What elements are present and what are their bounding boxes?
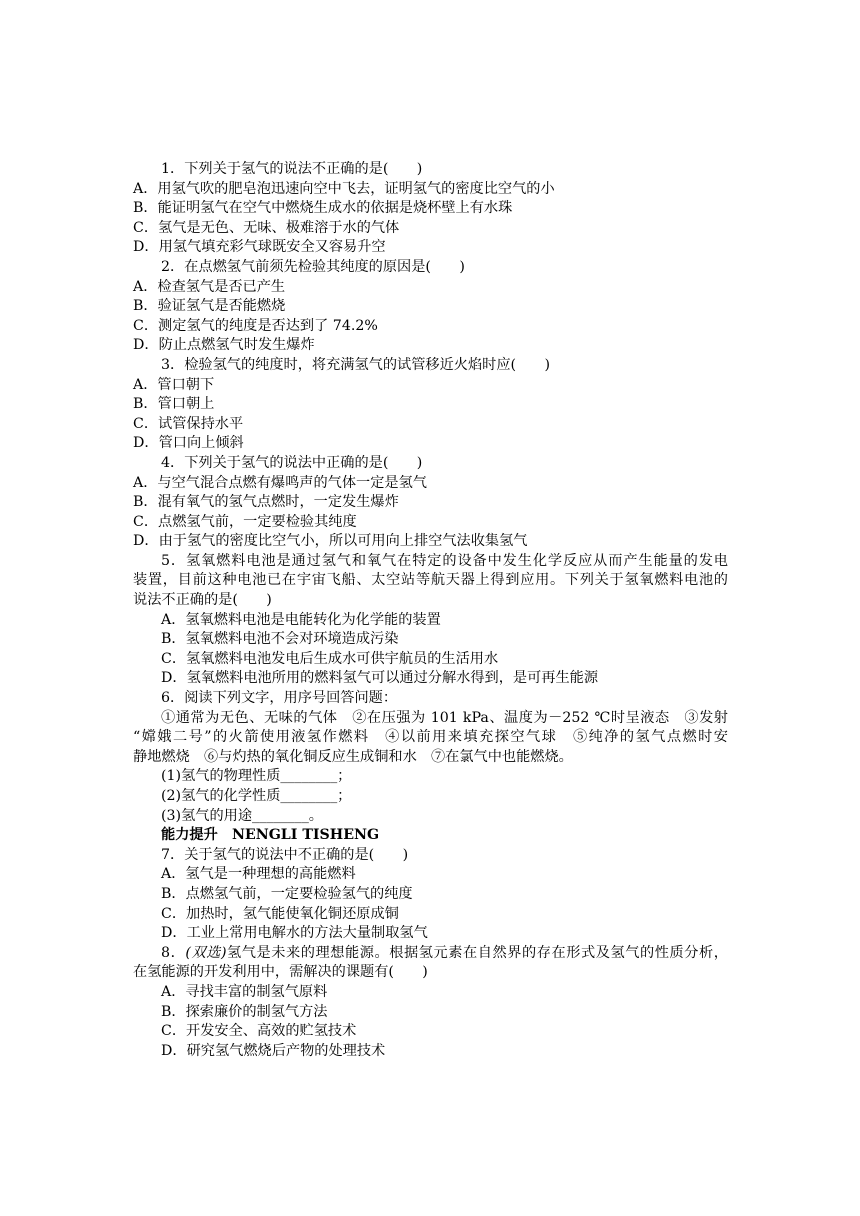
q3-option-d: D．管口向上倾斜 [133, 435, 244, 452]
q3-option-c: C．试管保持水平 [133, 415, 244, 432]
q4-option-b: B．混有氧气的氢气点燃时，一定发生爆炸 [133, 494, 399, 511]
q6-sub-3: (3)氢气的用途________。 [161, 807, 323, 824]
q8-number: 8． [161, 944, 186, 961]
q8-tag: (双选) [185, 944, 227, 961]
question-6-stem: 6．阅读下列文字，用序号回答问题： [161, 690, 398, 707]
q4-option-a: A．与空气混合点燃有爆鸣声的气体一定是氢气 [133, 474, 427, 491]
q1-option-a: A．用氢气吹的肥皂泡迅速向空中飞去，证明氢气的密度比空气的小 [133, 180, 555, 197]
q5-option-d: D．氢氧燃料电池所用的燃料氢气可以通过分解水得到，是可再生能源 [161, 670, 599, 687]
question-8-stem-line-1 [133, 944, 728, 964]
question-5-stem-line-2: 装置，目前这种电池已在宇宙飞船、太空站等航天器上得到应用。下列关于氢氧燃料电池的 [133, 572, 728, 589]
question-5-stem-line-3: 说法不正确的是( ) [133, 592, 272, 609]
q4-option-c: C．点燃氢气前，一定要检验其纯度 [133, 513, 357, 530]
q8-option-a: A．寻找丰富的制氢气原料 [161, 983, 328, 1000]
q8-stem-line-1-text: 氢气是未来的理想能源。根据氢元素在自然界的存在形式及氢气的性质分析， [226, 944, 728, 961]
q7-option-d: D．工业上常用电解水的方法大量制取氢气 [161, 925, 428, 942]
q7-option-c: C．加热时，氢气能使氧化铜还原成铜 [161, 905, 399, 922]
q6-sub-2: (2)氢气的化学性质________； [161, 788, 352, 804]
exercise-content [133, 160, 728, 1061]
question-6-text-line-2: “嫦娥二号”的火箭使用液氢作燃料 ④以前用来填充探空气球 ⑤纯净的氢气点燃时安 [133, 729, 728, 746]
q5-option-c: C．氢氧燃料电池发电后生成水可供宇航员的生活用水 [161, 650, 499, 667]
q2-option-c: C．测定氢气的纯度是否达到了 74.2% [133, 317, 378, 334]
question-2-stem: 2．在点燃氢气前须先检验其纯度的原因是( ) [161, 258, 465, 275]
q5-option-b: B．氢氧燃料电池不会对环境造成污染 [161, 631, 399, 648]
q2-option-b: B．验证氢气是否能燃烧 [133, 298, 286, 315]
question-6-text-line-3: 静地燃烧 ⑥与灼热的氧化铜反应生成铜和水 ⑦在氯气中也能燃烧。 [133, 748, 573, 765]
q7-option-b: B．点燃氢气前，一定要检验氢气的纯度 [161, 885, 413, 902]
q3-option-a: A．管口朝下 [133, 376, 215, 393]
q4-option-d: D．由于氢气的密度比空气小，所以可用向上排空气法收集氢气 [133, 533, 528, 550]
question-7-stem: 7．关于氢气的说法中不正确的是( ) [161, 846, 409, 863]
question-6-text-line-1: ①通常为无色、无味的气体 ②在压强为 101 kPa、温度为－252 ℃时呈液态 ③发射 [161, 709, 728, 726]
section-heading: 能力提升 NENGLI TISHENG [161, 827, 380, 844]
q8-option-d: D．研究氢气燃烧后产物的处理技术 [161, 1042, 386, 1059]
q2-option-a: A．检查氢气是否已产生 [133, 278, 286, 295]
q6-sub-1: (1)氢气的物理性质________； [161, 768, 352, 785]
question-5-stem-line-1: 5．氢氧燃料电池是通过氢气和氧气在特定的设备中发生化学反应从而产生能量的发电 [161, 552, 728, 569]
question-8-stem-line-2: 在氢能源的开发利用中，需解决的课题有( ) [133, 964, 428, 981]
q7-option-a: A．氢气是一种理想的高能燃料 [161, 866, 356, 883]
question-1-stem: 1．下列关于氢气的说法不正确的是( ) [161, 161, 423, 177]
question-3-stem: 3．检验氢气的纯度时，将充满氢气的试管移近火焰时应( ) [161, 356, 550, 373]
q1-option-d: D．用氢气填充彩气球既安全又容易升空 [133, 239, 386, 256]
q1-option-c: C．氢气是无色、无味、极难溶于水的气体 [133, 219, 400, 236]
q2-option-d: D．防止点燃氢气时发生爆炸 [133, 337, 315, 354]
q3-option-b: B．管口朝上 [133, 396, 215, 413]
q1-option-b: B．能证明氢气在空气中燃烧生成水的依据是烧杯壁上有水珠 [133, 200, 513, 217]
question-4-stem: 4．下列关于氢气的说法中正确的是( ) [161, 454, 423, 471]
q8-option-b: B．探索廉价的制氢气方法 [161, 1003, 328, 1020]
q8-option-c: C．开发安全、高效的贮氢技术 [161, 1023, 357, 1040]
q5-option-a: A．氢氧燃料电池是电能转化为化学能的装置 [161, 611, 441, 628]
